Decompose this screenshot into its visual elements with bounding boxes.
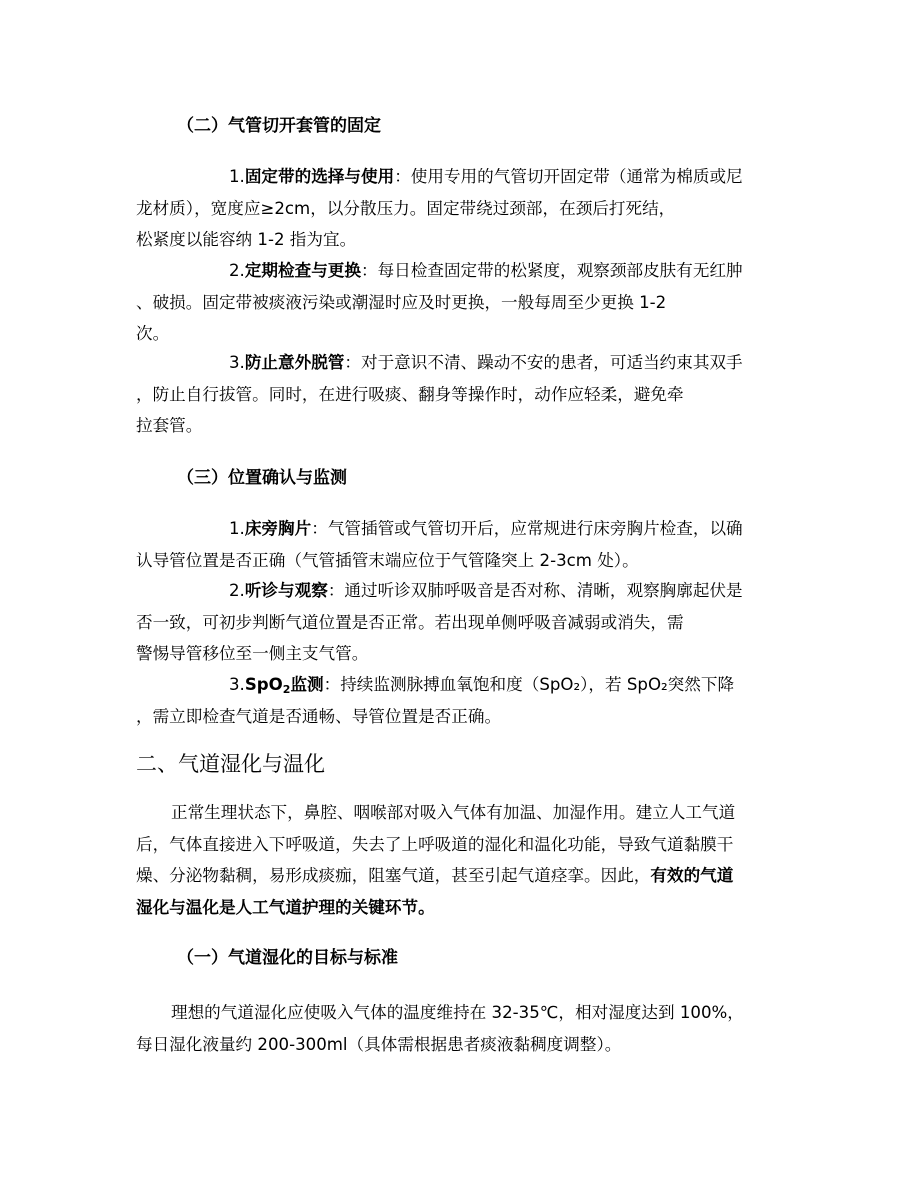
list-item-line: 否一致，可初步判断气道位置是否正常。若出现单侧呼吸音减弱或消失，需 bbox=[136, 612, 684, 632]
list-item-line: 认导管位置是否正确（气管插管末端应位于气管隆突上 2-3cm 处）。 bbox=[136, 550, 639, 570]
item-term: 床旁胸片 bbox=[244, 519, 312, 538]
item-term: 固定带的选择与使用 bbox=[244, 167, 395, 186]
list-item-line bbox=[136, 669, 786, 701]
list-item-prevent-extubation bbox=[136, 347, 786, 442]
list-item-line: 、破损。固定带被痰液污染或潮湿时应及时更换，一般每周至少更换 1-2 bbox=[136, 292, 667, 312]
list-item-line: ，防止自行拔管。同时，在进行吸痰、翻身等操作时，动作应轻柔，避免牵 bbox=[136, 384, 684, 404]
item-number: 2. bbox=[229, 261, 245, 280]
item-text: 通过听诊双肺呼吸音是否对称、清晰，观察胸廓起伏是 bbox=[344, 581, 743, 600]
list-item-line: 拉套管。 bbox=[136, 416, 203, 435]
list-item-line bbox=[136, 575, 786, 607]
list-item-spo2-monitoring bbox=[136, 669, 786, 732]
item-separator: ： bbox=[323, 675, 341, 694]
item-separator: ： bbox=[311, 519, 328, 538]
paragraph-line: 后，气体直接进入下呼吸道，失去了上呼吸道的湿化和温化功能，导致气道黏膜干 bbox=[136, 834, 734, 854]
list-item-line: ，需立即检查气道是否通畅、导管位置是否正确。 bbox=[136, 706, 502, 726]
item-separator: ： bbox=[361, 261, 378, 280]
item-text: 对于意识不清、躁动不安的患者，可适当约束其双手 bbox=[361, 353, 743, 372]
paragraph-line: 正常生理状态下，鼻腔、咽喉部对吸入气体有加温、加湿作用。建立人工气道 bbox=[171, 803, 736, 822]
item-number: 1. bbox=[229, 519, 245, 538]
item-term-sub: 2 bbox=[282, 683, 291, 696]
section-heading-humidification-goals: （一）气道湿化的目标与标准 bbox=[177, 948, 398, 968]
item-text: 每日检查固定带的松紧度，观察颈部皮肤有无红肿 bbox=[377, 261, 743, 280]
item-number: 3. bbox=[229, 353, 245, 372]
list-item-line bbox=[136, 347, 786, 379]
list-item-line: 松紧度以能容纳 1-2 指为宜。 bbox=[136, 230, 357, 249]
list-item-chest-xray bbox=[136, 513, 786, 576]
list-item-line: 警惕导管移位至一侧主支气管。 bbox=[136, 644, 369, 663]
list-item-line bbox=[136, 161, 786, 193]
paragraph-line bbox=[136, 860, 786, 892]
paragraph-humidification-intro bbox=[136, 797, 786, 923]
item-term: 防止意外脱管 bbox=[244, 353, 345, 372]
item-number: 1. bbox=[229, 167, 245, 186]
item-number: 2. bbox=[229, 581, 245, 600]
item-separator: ： bbox=[344, 353, 361, 372]
item-term: 听诊与观察 bbox=[244, 581, 328, 600]
list-item-line: 次。 bbox=[136, 324, 170, 343]
item-term bbox=[245, 675, 324, 694]
list-item-line: 龙材质），宽度应≥2cm，以分散压力。固定带绕过颈部，在颈后打死结， bbox=[136, 198, 676, 218]
section-heading-tracheostomy-fixation: （二）气管切开套管的固定 bbox=[177, 116, 381, 136]
item-separator: ： bbox=[327, 581, 345, 600]
paragraph-line: 每日湿化液量约 200-300ml（具体需根据患者痰液黏稠度调整）。 bbox=[136, 1034, 622, 1054]
item-text: 使用专用的气管切开固定带（通常为棉质或尼 bbox=[410, 167, 743, 186]
list-item-line bbox=[136, 255, 786, 287]
paragraph-text: 燥、分泌物黏稠，易形成痰痂，阻塞气道，甚至引起气道痉挛。因此， bbox=[136, 866, 651, 885]
list-item-auscultation bbox=[136, 575, 786, 670]
paragraph-line: 理想的气道湿化应使吸入气体的温度维持在 32-35℃，相对湿度达到 100%， bbox=[171, 1003, 744, 1022]
list-item-fixation-strap bbox=[136, 161, 786, 256]
item-text: 气管插管或气管切开后，应常规进行床旁胸片检查，以确 bbox=[327, 519, 743, 538]
item-term: 定期检查与更换 bbox=[244, 261, 361, 280]
paragraph-emphasis: 有效的气道 bbox=[650, 866, 734, 885]
paragraph-emphasis-line: 湿化与温化是人工气道护理的关键环节。 bbox=[136, 897, 435, 917]
item-term-pre: SpO bbox=[244, 675, 283, 694]
section-heading-position-monitoring: （三）位置确认与监测 bbox=[177, 468, 347, 488]
item-text: 持续监测脉搏血氧饱和度（SpO₂），若 SpO₂突然下降 bbox=[340, 675, 735, 694]
paragraph-humidification-standard bbox=[136, 997, 786, 1060]
list-item-line bbox=[136, 513, 786, 545]
section-title-humidification: 二、气道湿化与温化 bbox=[136, 752, 325, 776]
item-separator: ： bbox=[394, 167, 411, 186]
item-term-post: 监测 bbox=[290, 675, 324, 694]
list-item-regular-check bbox=[136, 255, 786, 350]
item-number: 3. bbox=[229, 675, 245, 694]
